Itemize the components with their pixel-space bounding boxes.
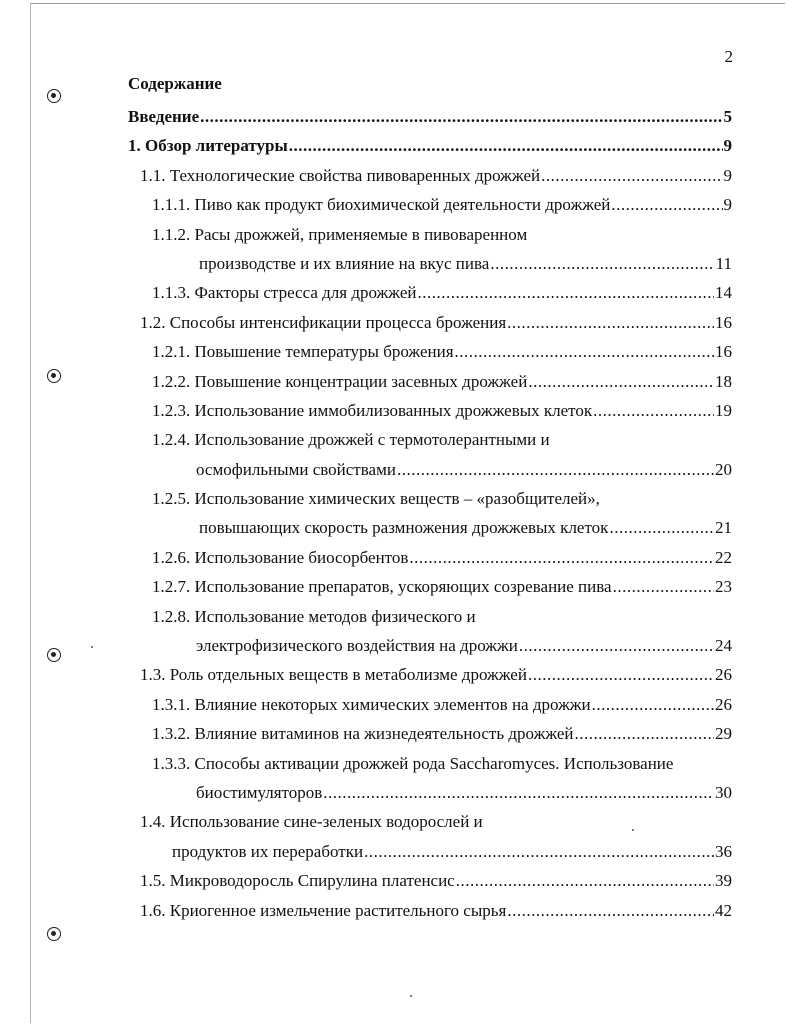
toc-entry-page: 16: [715, 342, 732, 362]
toc-entry-title: повышающих скорость размножения дрожжевых клеток: [199, 518, 609, 538]
toc-entry-page: 36: [715, 841, 732, 861]
toc-entry-page: 14: [715, 283, 732, 303]
toc-entry-page: 39: [715, 871, 732, 891]
toc-entry-title: осмофильными свойствами: [196, 459, 396, 479]
toc-leader-dots: [575, 719, 715, 748]
toc-entry-page: 9: [723, 195, 732, 215]
toc-entry: [0, 131, 795, 160]
toc-entry-title: 1.4. Использование сине-зеленых водорослей и: [140, 812, 483, 832]
toc-entry: [0, 161, 795, 190]
toc-entry-title: биостимуляторов: [196, 782, 323, 802]
toc-entry: [0, 278, 795, 307]
toc-entry-title: Введение: [128, 107, 200, 126]
toc-entry-title: 1.3.2. Влияние витаминов на жизнедеятельность дрожжей: [152, 724, 574, 744]
toc-title: Содержание: [128, 74, 222, 93]
toc-entry: [0, 719, 795, 748]
toc-entry-title: 1.1. Технологические свойства пивоваренных дрожжей: [140, 165, 541, 185]
toc-leader-dots: [507, 308, 714, 337]
punch-hole-icon: [47, 89, 61, 103]
toc-entry-title: 1. Обзор литературы: [128, 136, 288, 156]
toc-entry-page: 9: [723, 165, 732, 185]
toc-entry-title: 1.2.7. Использование препаратов, ускоряющих созревание пива: [152, 577, 612, 597]
toc-entry-page: 26: [715, 694, 732, 714]
toc-entry-page: 16: [715, 312, 732, 332]
toc-leader-dots: [611, 190, 722, 219]
toc-entry: [0, 778, 795, 807]
toc-leader-dots: [456, 866, 714, 895]
toc-entry: [0, 837, 795, 866]
toc-leader-dots: [609, 513, 714, 542]
toc-entry: [0, 660, 795, 689]
toc-leader-dots: [397, 455, 714, 484]
toc-entry-title: продуктов их переработки: [172, 841, 364, 861]
toc-leader-dots: [417, 278, 714, 307]
toc-entry: [0, 455, 795, 484]
toc-entry-title: 1.2.1. Повышение температуры брожения: [152, 342, 454, 362]
toc-entry: [0, 337, 795, 366]
toc-leader-dots: [455, 337, 714, 366]
toc-entry-page: 26: [715, 665, 732, 685]
toc-entry: [0, 513, 795, 542]
toc-entry-page: 18: [715, 371, 732, 391]
toc-leader-dots: [528, 367, 714, 396]
toc-entry: [0, 484, 795, 513]
toc-entry-page: 42: [715, 900, 732, 920]
toc-entry: [0, 367, 795, 396]
toc-entry: [0, 249, 795, 278]
toc-entry-page: 22: [715, 547, 732, 567]
toc-entry: [0, 631, 795, 660]
toc-entry-title: 1.3.1. Влияние некоторых химических элементов на дрожжи: [152, 694, 591, 714]
toc-entry: [0, 572, 795, 601]
toc-entry: [0, 543, 795, 572]
toc-leader-dots: [323, 778, 714, 807]
toc-entry: [0, 807, 795, 836]
toc-leader-dots: [364, 837, 714, 866]
punch-hole-icon: [47, 927, 61, 941]
toc-entry: [0, 102, 795, 131]
toc-leader-dots: [289, 131, 723, 160]
toc-entry-page: 30: [715, 782, 732, 802]
toc-entry-title: 1.2. Способы интенсификации процесса брожения: [140, 312, 507, 332]
toc-entry-page: 20: [715, 459, 732, 479]
table-of-contents: [0, 102, 795, 925]
toc-leader-dots: [528, 660, 714, 689]
toc-entry-title: 1.2.8. Использование методов физического и: [152, 606, 476, 626]
page-number: 2: [724, 47, 733, 66]
toc-leader-dots: [507, 896, 714, 925]
toc-entry-title: 1.2.5. Использование химических веществ – «разобщителей»,: [152, 489, 600, 509]
page-border-top: [30, 3, 785, 4]
toc-entry-title: электрофизического воздействия на дрожжи: [196, 636, 518, 656]
toc-entry-title: 1.3. Роль отдельных веществ в метаболизме дрожжей: [140, 665, 527, 685]
toc-entry-page: 24: [715, 636, 732, 656]
scan-speck: [410, 995, 412, 997]
toc-entry-page: 5: [723, 107, 732, 126]
toc-entry: [0, 396, 795, 425]
toc-entry-page: 9: [723, 136, 732, 156]
toc-leader-dots: [613, 572, 714, 601]
toc-entry-title: 1.1.3. Факторы стресса для дрожжей: [152, 283, 417, 303]
toc-leader-dots: [592, 690, 714, 719]
toc-entry-title: 1.1.1. Пиво как продукт биохимической деятельности дрожжей: [152, 195, 611, 215]
toc-entry-page: 29: [715, 724, 732, 744]
toc-entry-page: 11: [715, 253, 732, 273]
toc-leader-dots: [593, 396, 714, 425]
toc-entry: [0, 602, 795, 631]
toc-leader-dots: [519, 631, 714, 660]
toc-leader-dots: [409, 543, 714, 572]
toc-leader-dots: [490, 249, 714, 278]
toc-entry-page: 21: [715, 518, 732, 538]
toc-entry-title: 1.5. Микроводоросль Спирулина платенсис: [140, 871, 455, 891]
toc-entry: [0, 308, 795, 337]
toc-entry: [0, 425, 795, 454]
toc-entry-title: 1.3.3. Способы активации дрожжей рода Saccharomyces. Использование: [152, 753, 674, 773]
toc-leader-dots: [541, 161, 722, 190]
toc-entry: [0, 866, 795, 895]
toc-entry: [0, 749, 795, 778]
toc-entry-title: 1.2.6. Использование биосорбентов: [152, 547, 409, 567]
toc-entry-page: 23: [715, 577, 732, 597]
toc-entry-title: 1.2.4. Использование дрожжей с термотолерантными и: [152, 430, 550, 450]
toc-entry: [0, 896, 795, 925]
toc-entry-title: 1.6. Криогенное измельчение растительного сырья: [140, 900, 507, 920]
toc-entry-title: производстве и их влияние на вкус пива: [199, 253, 490, 273]
toc-leader-dots: [200, 102, 722, 131]
toc-entry-title: 1.1.2. Расы дрожжей, применяемые в пивоваренном: [152, 224, 528, 244]
toc-entry-title: 1.2.2. Повышение концентрации засевных дрожжей: [152, 371, 528, 391]
toc-entry-page: 19: [715, 400, 732, 420]
toc-entry: [0, 690, 795, 719]
toc-entry-title: 1.2.3. Использование иммобилизованных дрожжевых клеток: [152, 400, 593, 420]
toc-entry: [0, 220, 795, 249]
toc-entry: [0, 190, 795, 219]
